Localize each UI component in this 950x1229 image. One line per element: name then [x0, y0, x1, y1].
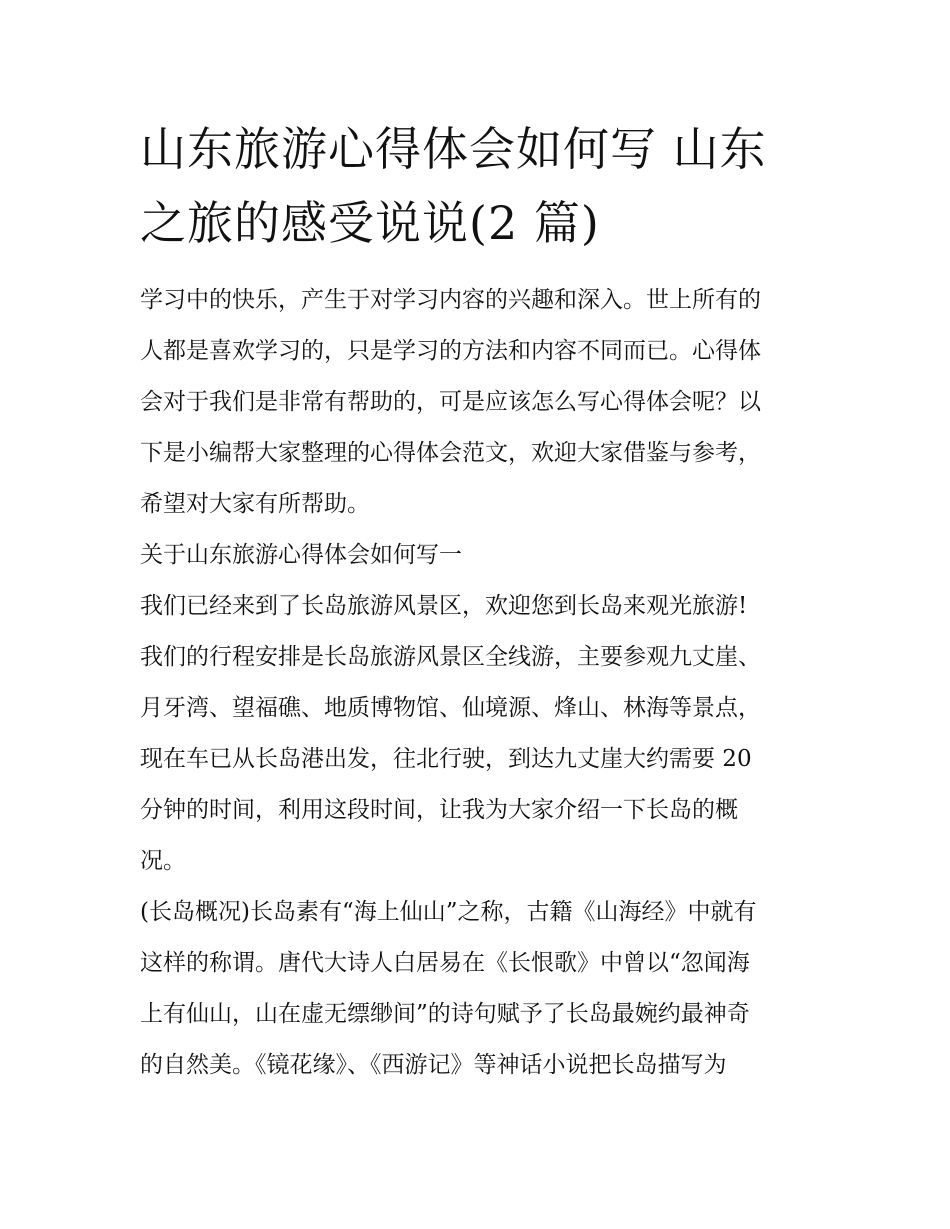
document-title	[140, 112, 820, 260]
intro-line: 学习中的快乐，产生于对学习内容的兴趣和深入。世上所有的	[140, 287, 761, 313]
intro-line: 下是小编帮大家整理的心得体会范文，欢迎大家借鉴与参考，	[140, 440, 761, 466]
section-heading: 关于山东旅游心得体会如何写一	[140, 542, 462, 568]
paragraph-line: 分钟的时间，利用这段时间，让我为大家介绍一下长岛的概	[140, 797, 738, 823]
paragraph-line: 上有仙山，山在虚无缥缈间”的诗句赋予了长岛最婉约最神奇	[140, 1001, 750, 1027]
paragraph-line: (长岛概况)长岛素有“海上仙山”之称，古籍《山海经》中就有	[140, 899, 757, 925]
document-body	[140, 275, 820, 1091]
paragraph-line: 现在车已从长岛港出发，往北行驶，到达九丈崖大约需要 20	[140, 746, 752, 772]
intro-line: 希望对大家有所帮助。	[140, 491, 370, 517]
title-line: 山东旅游心得体会如何写 山东	[140, 122, 767, 176]
paragraph-line: 的自然美。《镜花缘》、《西游记》等神话小说把长岛描写为	[140, 1052, 727, 1078]
title-line: 之旅的感受说说(2 篇)	[140, 196, 600, 250]
paragraph-line: 我们已经来到了长岛旅游风景区，欢迎您到长岛来观光旅游!	[140, 593, 748, 619]
paragraph-line: 这样的称谓。唐代大诗人白居易在《长恨歌》中曾以“忽闻海	[140, 950, 750, 976]
intro-line: 会对于我们是非常有帮助的，可是应该怎么写心得体会呢？以	[140, 389, 761, 415]
paragraph-line: 况。	[140, 848, 186, 874]
paragraph-line: 我们的行程安排是长岛旅游风景区全线游，主要参观九丈崖、	[140, 644, 761, 670]
paragraph-line: 月牙湾、望福礁、地质博物馆、仙境源、烽山、林海等景点，	[140, 695, 761, 721]
intro-line: 人都是喜欢学习的，只是学习的方法和内容不同而已。心得体	[140, 338, 761, 364]
